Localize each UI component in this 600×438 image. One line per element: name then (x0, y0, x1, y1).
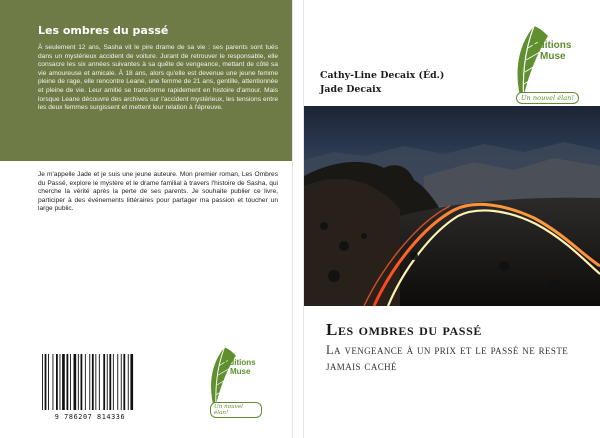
publisher-tagline-front: Un nouvel élan! (516, 92, 579, 104)
back-cover-panel (0, 0, 292, 161)
back-cover-summary: À seulement 12 ans, Sasha vit le pire drame de sa vie : ses parents sont tués dans un mystérieux accident de voiture. Jurant de retrouver le responsable, elle consacre les six années suivantes à sa quête de vengeance, mettant de côté sa vie amoureuse et amicale. À 18 ans, alors qu'elle est devenue une jeune femme pleine de rage, elle rencontre Leane, une femme de 21 ans, gentille, attentionnée et pleine de vie. Leur amitié se transforme rapidement en histoire d'amour. Mais lorsque Leane découvre des archives sur l'accident mystérieux, les tensions entre les deux femmes surgissent et mettent leur relation à l'épreuve. (38, 44, 278, 112)
isbn-barcode (38, 352, 142, 424)
front-cover (304, 0, 600, 438)
publisher-tagline-back: Un nouvel élan! (210, 402, 262, 418)
publisher-name-front-2: Muse (540, 51, 566, 62)
back-cover (0, 0, 292, 438)
author-bio: Je m'appelle Jade et je suis une jeune auteure. Mon premier roman, Les Ombres du Passé, explore le mystère et le drame familial à travers l'histoire de Sasha, qui cherche la vérité après la perte de ses parents. Je souhaite publier ce livre, participer à des événements littéraires pour partager ma passion et toucher un large public. (38, 171, 278, 213)
isbn-number: 9 786207 814336 (54, 413, 126, 421)
book-title: Les ombres du passé (326, 320, 482, 339)
night-road-image (304, 106, 600, 306)
book-subtitle: La vengeance à un prix et le passé ne reste jamais caché (326, 343, 569, 373)
publisher-logo-back (200, 340, 262, 420)
book-spine (292, 0, 304, 438)
publisher-name-back-2: Muse (230, 367, 251, 376)
barcode-bars (38, 352, 142, 412)
back-cover-title: Les ombres du passé (38, 24, 169, 37)
author-name-2: Jade Decaix (320, 84, 382, 95)
publisher-name-back-1: Éditions (224, 358, 256, 367)
publisher-logo-front (504, 18, 580, 114)
author-name-1: Cathy-Line Decaix (Éd.) (320, 70, 445, 81)
cover-photo (304, 106, 600, 306)
publisher-name-front-1: Éditions (532, 40, 572, 51)
